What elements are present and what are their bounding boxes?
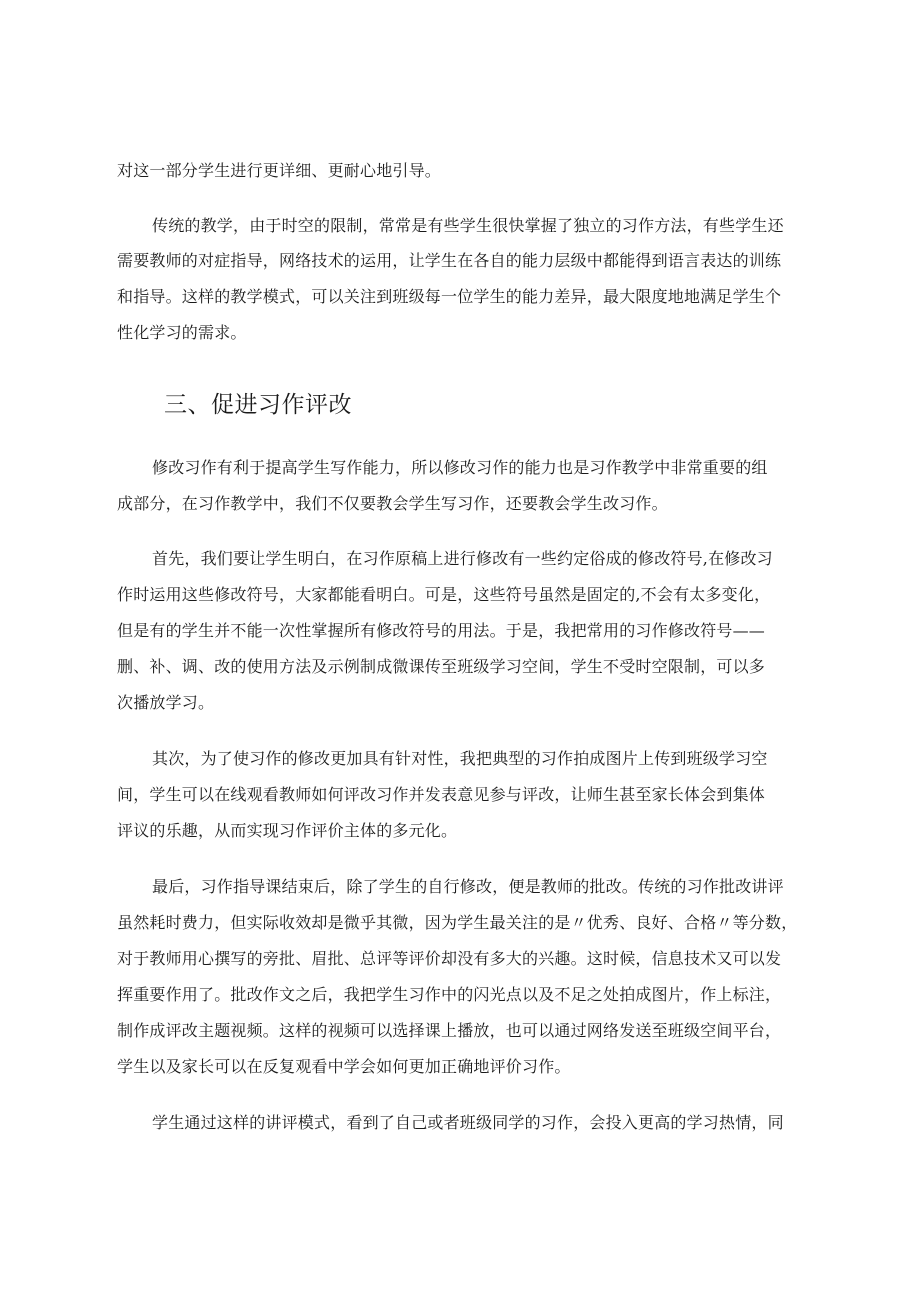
section-heading: 三、促进习作评改 [164,392,352,418]
paragraph-line: 传统的教学，由于时空的限制，常常是有些学生很快掌握了独立的习作方法，有些学生还 [152,216,784,235]
paragraph-line: 制作成评改主题视频。这样的视频可以选择课上播放，也可以通过网络发送至班级空间平台， [117,1021,782,1040]
paragraph-line: 次播放学习。 [117,693,215,712]
paragraph-line: 对于教师用心撰写的旁批、眉批、总评等评价却没有多大的兴趣。这时候，信息技术又可以发 [117,949,782,968]
paragraph-line: 对这一部分学生进行更详细、更耐心地引导。 [117,161,442,180]
paragraph-line: 挥重要作用了。批改作文之后，我把学生习作中的闪光点以及不足之处拍成图片，作上标注， [117,985,782,1004]
paragraph-line: 但是有的学生并不能一次性掌握所有修改符号的用法。于是，我把常用的习作修改符号—— [117,621,766,640]
paragraph-line: 成部分，在习作教学中，我们不仅要教会学生写习作，还要教会学生改习作。 [117,494,668,513]
paragraph-line: 和指导。这样的教学模式，可以关注到班级每一位学生的能力差异，最大限度地地满足学生个 [117,287,782,306]
paragraph-line: 学生通过这样的讲评模式，看到了自己或者班级同学的习作，会投入更高的学习热情，同 [152,1113,784,1132]
paragraph-line: 学生以及家长可以在反复观看中学会如何更加正确地评价习作。 [117,1057,571,1076]
paragraph-line: 虽然耗时费力，但实际收效却是微乎其微，因为学生最关注的是〃优秀、良好、合格〃等分数， [117,913,798,932]
paragraph-line: 间，学生可以在线观看教师如何评改习作并发表意见参与评改，让师生甚至家长体会到集体 [117,785,766,804]
paragraph-line: 首先，我们要让学生明白，在习作原稿上进行修改有一些约定俗成的修改符号,在修改习 [152,549,773,568]
paragraph-line: 其次，为了使习作的修改更加具有针对性，我把典型的习作拍成图片上传到班级学习空 [152,749,768,768]
paragraph-line: 修改习作有利于提高学生写作能力，所以修改习作的能力也是习作教学中非常重要的组 [152,458,768,477]
paragraph-line: 性化学习的需求。 [117,323,247,342]
paragraph-line: 最后，习作指导课结束后，除了学生的自行修改，便是教师的批改。传统的习作批改讲评 [152,877,784,896]
paragraph-line: 作时运用这些修改符号，大家都能看明白。可是，这些符号虽然是固定的,不会有太多变化， [117,585,771,604]
paragraph-line: 评议的乐趣，从而实现习作评价主体的多元化。 [117,821,458,840]
paragraph-line: 删、补、调、改的使用方法及示例制成微课传至班级学习空间，学生不受时空限制，可以多 [117,657,766,676]
paragraph-line: 需要教师的对症指导，网络技术的运用，让学生在各自的能力层级中都能得到语言表达的训练 [117,251,782,270]
